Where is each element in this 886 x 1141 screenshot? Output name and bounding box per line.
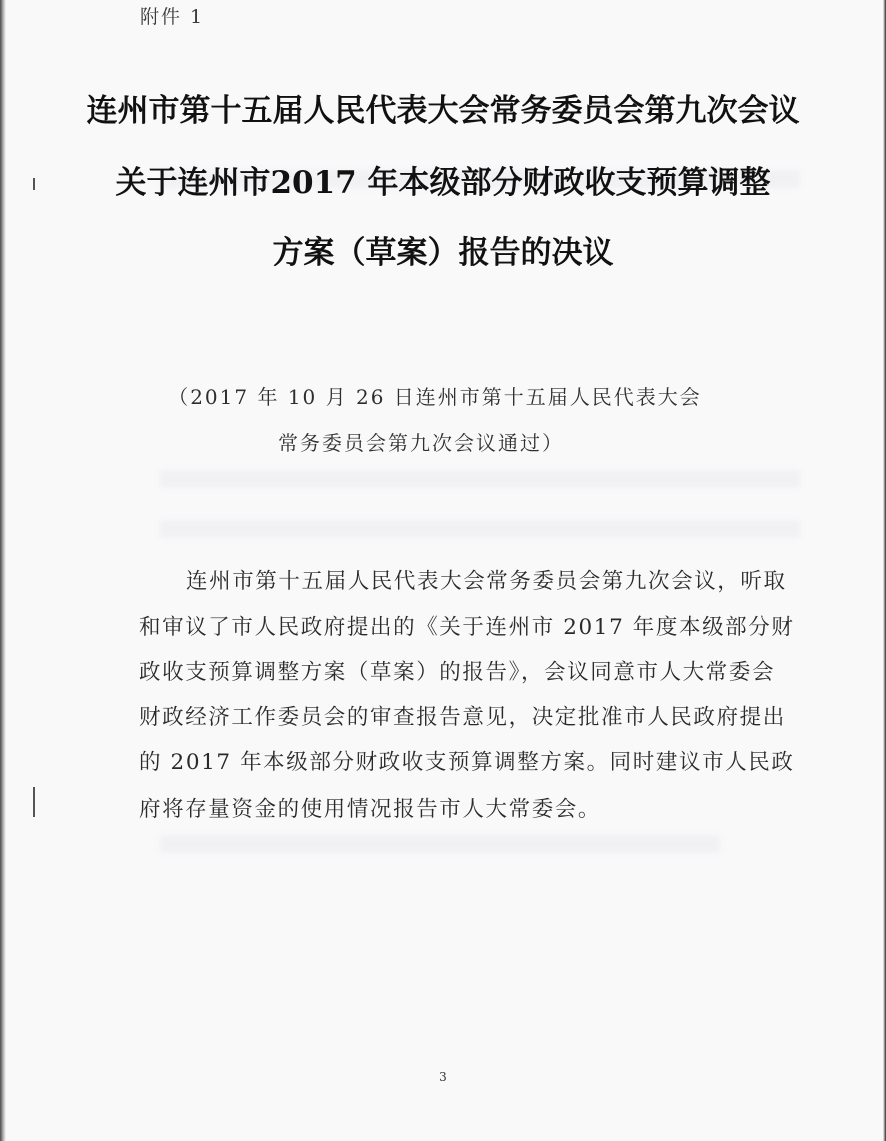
document-title-line-2: 关于连州市2017 年本级部分财政收支预算调整: [115, 165, 771, 201]
body-paragraph-line: 政收支预算调整方案（草案）的报告》，会议同意市人大常委会: [139, 660, 776, 685]
body-paragraph-line: 府将存量资金的使用情况报告市人大常委会。: [139, 797, 602, 822]
scan-mark: [33, 787, 35, 817]
passed-note-line-1: （2017 年 10 月 26 日连州市第十五届人民代表大会: [168, 385, 702, 409]
show-through-mark: [160, 835, 720, 853]
passed-note-line-2: 常务委员会第九次会议通过）: [278, 431, 564, 455]
show-through-mark: [160, 470, 800, 488]
body-paragraph-line: 的 2017 年本级部分财政收支预算调整方案。同时建议市人民政: [139, 750, 795, 775]
body-paragraph-line: 连州市第十五届人民代表大会常务委员会第九次会议，听取: [186, 569, 787, 594]
page-number: 3: [439, 1070, 447, 1084]
body-paragraph-line: 和审议了市人民政府提出的《关于连州市 2017 年度本级部分财: [139, 615, 795, 640]
show-through-mark: [160, 520, 800, 538]
document-title-line-1: 连州市第十五届人民代表大会常务委员会第九次会议: [86, 93, 800, 129]
attachment-label: 附件 1: [140, 6, 205, 28]
body-paragraph-line: 财政经济工作委员会的审查报告意见，决定批准市人民政府提出: [139, 705, 786, 730]
document-title-line-3: 方案（草案）报告的决议: [272, 235, 614, 271]
